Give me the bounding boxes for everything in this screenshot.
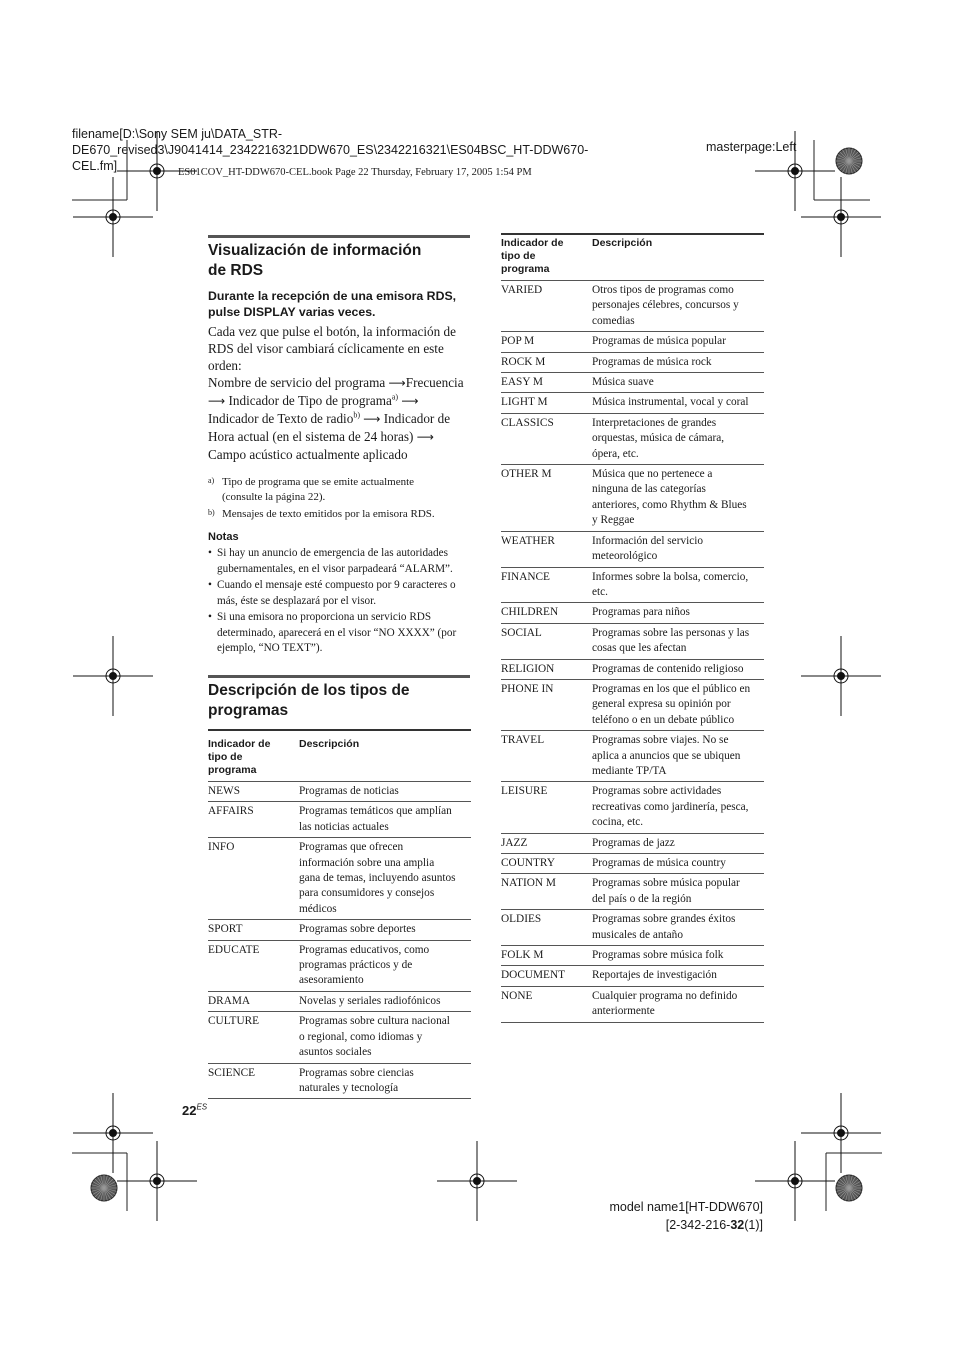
- model-code-prefix: [2-342-216-: [665, 1218, 731, 1232]
- col-header-line: Indicador de: [208, 738, 271, 750]
- note-item: [208, 610, 483, 657]
- program-description: [299, 940, 471, 991]
- description-line: mediante TP/TA: [592, 764, 667, 777]
- page-number-suffix: ES: [196, 1102, 208, 1112]
- description-line: recreativas como jardinería, pesca,: [592, 800, 749, 813]
- description-line: comedias: [592, 314, 635, 327]
- program-code: ROCK M: [501, 352, 592, 372]
- program-description: [592, 393, 764, 413]
- notes-title: Notas: [208, 531, 239, 543]
- description-line: teléfono o en un debate público: [592, 713, 735, 726]
- description-line: y Reggae: [592, 514, 635, 527]
- description-line: médicos: [299, 902, 337, 915]
- note-line: determinado, aparecerá en el visor “NO XXXX” (por: [217, 626, 457, 639]
- description-line: información sobre una amplia: [299, 856, 435, 869]
- model-code-bold: 32: [730, 1218, 745, 1232]
- sequence-line: [208, 392, 470, 410]
- program-code: JAZZ: [501, 833, 592, 853]
- description-line: Programas de noticias: [299, 785, 399, 797]
- program-description: [592, 531, 764, 567]
- description-line: Cualquier programa no definido: [592, 989, 738, 1002]
- program-description: [592, 966, 764, 986]
- program-code: CLASSICS: [501, 413, 592, 464]
- program-description: [592, 465, 764, 532]
- arrow-icon: ⟶: [208, 394, 226, 408]
- description-line: anteriores, como Rhythm & Blues: [592, 498, 747, 511]
- footnote-mark: b): [208, 508, 215, 517]
- program-description: [592, 731, 764, 782]
- registration-mark-icon: [73, 177, 153, 257]
- description-line: orquestas, música de cámara,: [592, 432, 725, 445]
- description-line: Programas sobre las personas y las: [592, 626, 750, 639]
- program-code: POP M: [501, 332, 592, 352]
- table-header-row: [501, 234, 764, 281]
- program-code: SCIENCE: [208, 1063, 299, 1099]
- table-row: [501, 281, 764, 332]
- header-book-info: ES01COV_HT-DDW670-CEL.book Page 22 Thursday, February 17, 2005 1:54 PM: [178, 167, 532, 178]
- table-row: [501, 465, 764, 532]
- table-row: [208, 1063, 471, 1099]
- program-description: [299, 838, 471, 920]
- instruction-step: [208, 288, 456, 320]
- sequence-line: [208, 410, 470, 428]
- footnote-ref: b): [353, 410, 360, 420]
- description-line: ninguna de las categorías: [592, 483, 706, 496]
- description-line: o regional, como idiomas y: [299, 1030, 423, 1043]
- col-header-indicator: [501, 234, 592, 281]
- registration-mark-icon: [801, 177, 881, 257]
- description-line: para consumidores y consejos: [299, 887, 435, 900]
- program-code: EASY M: [501, 373, 592, 393]
- program-description: [299, 920, 471, 940]
- table-row: [208, 838, 471, 920]
- program-code: OTHER M: [501, 465, 592, 532]
- program-code: OLDIES: [501, 910, 592, 946]
- program-code: EDUCATE: [208, 940, 299, 991]
- description-line: Informes sobre la bolsa, comercio,: [592, 570, 749, 583]
- program-code: DRAMA: [208, 991, 299, 1011]
- description-line: Música que no pertenece a: [592, 468, 713, 481]
- table-row: [208, 920, 471, 940]
- description-line: anteriormente: [592, 1005, 655, 1018]
- sequence-item: Indicador de: [383, 411, 451, 426]
- note-line: • Cuando el mensaje esté compuesto por 9 caracteres o: [217, 579, 456, 591]
- program-code: FINANCE: [501, 567, 592, 603]
- description-line: personajes célebres, concursos y: [592, 299, 739, 312]
- description-line: musicales de antaño: [592, 928, 683, 941]
- table-row: [501, 393, 764, 413]
- col-header-description: Descripción: [299, 730, 471, 782]
- program-description: [592, 659, 764, 679]
- table-row: [501, 833, 764, 853]
- note-item: [208, 578, 483, 609]
- instruction-line: pulse DISPLAY varias veces.: [208, 305, 376, 319]
- table-row: [208, 782, 471, 802]
- color-target-icon: [836, 148, 862, 174]
- sequence-item: Indicador de Texto de radio: [208, 411, 354, 426]
- description-line: Programas de música popular: [592, 335, 726, 348]
- program-description: [592, 874, 764, 910]
- col-header-line: tipo de: [501, 250, 536, 262]
- description-line: Programas educativos, como: [299, 943, 430, 956]
- table-row: [501, 332, 764, 352]
- notes-list: [208, 546, 483, 658]
- col-header-line: tipo de: [208, 751, 243, 763]
- table-row: [501, 946, 764, 966]
- table-row: [208, 940, 471, 991]
- description-line: Novelas y seriales radiofónicos: [299, 994, 441, 1007]
- table-row: [501, 782, 764, 833]
- program-code: CHILDREN: [501, 603, 592, 623]
- note-line: • Si una emisora no proporciona un servicio RDS: [217, 611, 432, 623]
- program-code: WEATHER: [501, 531, 592, 567]
- program-code: DOCUMENT: [501, 966, 592, 986]
- description-line: general expresa su opinión por: [592, 698, 731, 711]
- model-line: [609, 1216, 763, 1234]
- program-description: [592, 281, 764, 332]
- program-code: NONE: [501, 986, 592, 1022]
- sequence-item: Indicador de Tipo de programa: [228, 393, 392, 408]
- program-description: [299, 1012, 471, 1063]
- table-row: [501, 567, 764, 603]
- footnote-line: Tipo de programa que se emite actualmente: [222, 476, 415, 488]
- description-line: Música suave: [592, 376, 654, 389]
- footnotes: [208, 475, 470, 522]
- footnote: [208, 507, 470, 522]
- program-description: [592, 373, 764, 393]
- program-description: [592, 413, 764, 464]
- table-row: [501, 659, 764, 679]
- program-code: LEISURE: [501, 782, 592, 833]
- table-row: [501, 731, 764, 782]
- description-line: Programas para niños: [592, 606, 690, 619]
- description-line: Interpretaciones de grandes: [592, 416, 717, 429]
- footnote-ref: a): [391, 392, 399, 402]
- sequence-line: [208, 374, 470, 392]
- program-code: COUNTRY: [501, 854, 592, 874]
- registration-mark-icon: [801, 636, 881, 716]
- note-line: gubernamentales, en el visor parpadeará “ALARM”.: [217, 562, 453, 575]
- arrow-icon: ⟶: [388, 376, 406, 390]
- program-code: PHONE IN: [501, 679, 592, 730]
- arrow-icon: ⟶: [416, 430, 434, 444]
- program-type-table-left: [208, 729, 471, 1099]
- table-row: [501, 679, 764, 730]
- program-description: [592, 332, 764, 352]
- description-line: Programas que ofrecen: [299, 841, 404, 854]
- description-line: Programas de música rock: [592, 355, 712, 368]
- note-line: más, éste se desplazará por el visor.: [217, 594, 377, 607]
- registration-mark-icon: [437, 1141, 517, 1221]
- program-code: RELIGION: [501, 659, 592, 679]
- registration-mark-icon: [73, 636, 153, 716]
- description-line: Programas sobre música popular: [592, 877, 740, 890]
- header-filename-line: CEL.fm]: [72, 159, 118, 173]
- model-info: [609, 1198, 763, 1234]
- model-line: model name1[HT-DDW670]: [609, 1200, 763, 1214]
- description-line: Programas sobre deportes: [299, 923, 416, 936]
- description-line: asuntos sociales: [299, 1046, 372, 1059]
- table-row: [501, 531, 764, 567]
- instruction-line: Durante la recepción de una emisora RDS,: [208, 289, 457, 303]
- description-line: Programas sobre música folk: [592, 949, 724, 962]
- program-description: [592, 854, 764, 874]
- description-line: Programas de jazz: [592, 836, 675, 849]
- table-row: [501, 352, 764, 372]
- table-row: [501, 373, 764, 393]
- col-header-line: programa: [501, 263, 550, 275]
- program-code: CULTURE: [208, 1012, 299, 1063]
- program-code: VARIED: [501, 281, 592, 332]
- sequence-item: Hora actual (en el sistema de 24 horas): [208, 429, 414, 444]
- description-line: Reportajes de investigación: [592, 969, 717, 982]
- description-line: naturales y tecnología: [299, 1081, 399, 1094]
- table-row: [208, 802, 471, 838]
- program-code: NEWS: [208, 782, 299, 802]
- description-line: asesoramiento: [299, 974, 364, 987]
- sequence-item: Frecuencia: [405, 375, 464, 390]
- registration-mark-icon: [755, 1141, 835, 1221]
- program-description: [299, 1063, 471, 1099]
- description-line: cosas que les afectan: [592, 642, 687, 655]
- program-description: [592, 603, 764, 623]
- footnote-line: Mensajes de texto emitidos por la emisora RDS.: [222, 508, 435, 520]
- program-description: [592, 986, 764, 1022]
- footnote-line: (consulte la página 22).: [222, 491, 326, 503]
- description-line: programas prácticos y de: [299, 959, 413, 972]
- header-filename-line: DE670_revised3\J9041414_2342216321DDW670_ES\2342216321\ES04BSC_HT-DDW670-: [72, 143, 589, 157]
- program-description: [299, 991, 471, 1011]
- body-line: orden:: [208, 358, 242, 373]
- col-header-description: Descripción: [592, 234, 764, 281]
- description-line: aplica a anuncios que se ubiquen: [592, 749, 741, 762]
- description-line: gana de temas, incluyendo asuntos: [299, 872, 456, 885]
- table-row: [501, 966, 764, 986]
- title-line: programas: [208, 702, 289, 719]
- table-row: [501, 623, 764, 659]
- program-description: [592, 782, 764, 833]
- program-code: LIGHT M: [501, 393, 592, 413]
- description-line: Programas en los que el público en: [592, 682, 751, 695]
- registration-mark-icon: [801, 1093, 881, 1173]
- description-line: del país o de la región: [592, 892, 692, 905]
- sequence-item: Nombre de servicio del programa: [208, 375, 386, 390]
- program-description: [592, 679, 764, 730]
- program-code: TRAVEL: [501, 731, 592, 782]
- body-paragraph: [208, 323, 470, 463]
- table-row: [208, 991, 471, 1011]
- program-description: [592, 567, 764, 603]
- body-line: RDS del visor cambiará cíclicamente en este: [208, 341, 444, 356]
- sequence-line: Campo acústico actualmente aplicado: [208, 447, 408, 462]
- description-line: Música instrumental, vocal y coral: [592, 396, 749, 409]
- program-code: FOLK M: [501, 946, 592, 966]
- description-line: etc.: [592, 585, 608, 598]
- program-description: [592, 623, 764, 659]
- table-row: [501, 603, 764, 623]
- table-row: [501, 854, 764, 874]
- sequence-line: [208, 428, 470, 446]
- registration-mark-icon: [73, 1093, 153, 1173]
- description-line: Programas sobre grandes éxitos: [592, 913, 736, 926]
- program-description: [299, 802, 471, 838]
- description-line: Programas sobre viajes. No se: [592, 734, 729, 747]
- description-line: Otros tipos de programas como: [592, 284, 734, 296]
- body-line: Cada vez que pulse el botón, la información de: [208, 324, 456, 339]
- description-line: meteorológico: [592, 550, 658, 563]
- table-header-row: [208, 730, 471, 782]
- description-line: Programas temáticos que amplían: [299, 805, 452, 818]
- table-row: [501, 986, 764, 1022]
- col-header-line: programa: [208, 764, 257, 776]
- description-line: ópera, etc.: [592, 447, 639, 460]
- model-code-suffix: (1)]: [744, 1218, 763, 1232]
- note-line: ejemplo, “NO TEXT”).: [217, 642, 323, 654]
- title-line: Visualización de información: [208, 242, 422, 259]
- description-line: Programas sobre actividades: [592, 785, 722, 798]
- title-line: Descripción de los tipos de: [208, 682, 410, 699]
- header-masterpage: masterpage:Left: [706, 140, 797, 154]
- section-rule: [208, 675, 470, 678]
- section-rule: [208, 235, 470, 238]
- description-line: las noticias actuales: [299, 820, 389, 833]
- description-line: Programas de contenido religioso: [592, 662, 744, 675]
- table-row: [208, 1012, 471, 1063]
- program-code: NATION M: [501, 874, 592, 910]
- col-header-line: Indicador de: [501, 237, 564, 249]
- description-line: Información del servicio: [592, 534, 704, 547]
- program-description: [592, 910, 764, 946]
- section-title-rds: [208, 241, 421, 281]
- program-description: [592, 833, 764, 853]
- color-target-icon: [91, 1175, 117, 1201]
- page-number: [182, 1103, 207, 1118]
- program-description: [592, 352, 764, 372]
- note-item: [208, 546, 483, 577]
- note-line: • Si hay un anuncio de emergencia de las autoridades: [217, 547, 448, 559]
- header-filename-line: filename[D:\Sony SEM ju\DATA_STR-: [72, 127, 283, 141]
- registration-mark-icon: [117, 1141, 197, 1221]
- program-code: INFO: [208, 838, 299, 920]
- section-title-program-types: [208, 681, 410, 721]
- color-target-icon: [836, 1175, 862, 1201]
- program-code: SOCIAL: [501, 623, 592, 659]
- table-row: [501, 910, 764, 946]
- table-row: [501, 413, 764, 464]
- arrow-icon: ⟶: [401, 394, 419, 408]
- description-line: Programas de música country: [592, 857, 726, 869]
- description-line: Programas sobre ciencias: [299, 1066, 414, 1079]
- program-description: [592, 946, 764, 966]
- program-code: SPORT: [208, 920, 299, 940]
- description-line: Programas sobre cultura nacional: [299, 1015, 450, 1028]
- description-line: cocina, etc.: [592, 816, 644, 829]
- col-header-indicator: [208, 730, 299, 782]
- footnote: [208, 475, 470, 505]
- footnote-mark: a): [208, 476, 215, 485]
- table-row: [501, 874, 764, 910]
- program-code: AFFAIRS: [208, 802, 299, 838]
- arrow-icon: ⟶: [363, 412, 381, 426]
- program-description: [299, 782, 471, 802]
- page-number-value: 22: [182, 1103, 197, 1118]
- program-type-table-right: [501, 233, 764, 1023]
- title-line: de RDS: [208, 262, 264, 279]
